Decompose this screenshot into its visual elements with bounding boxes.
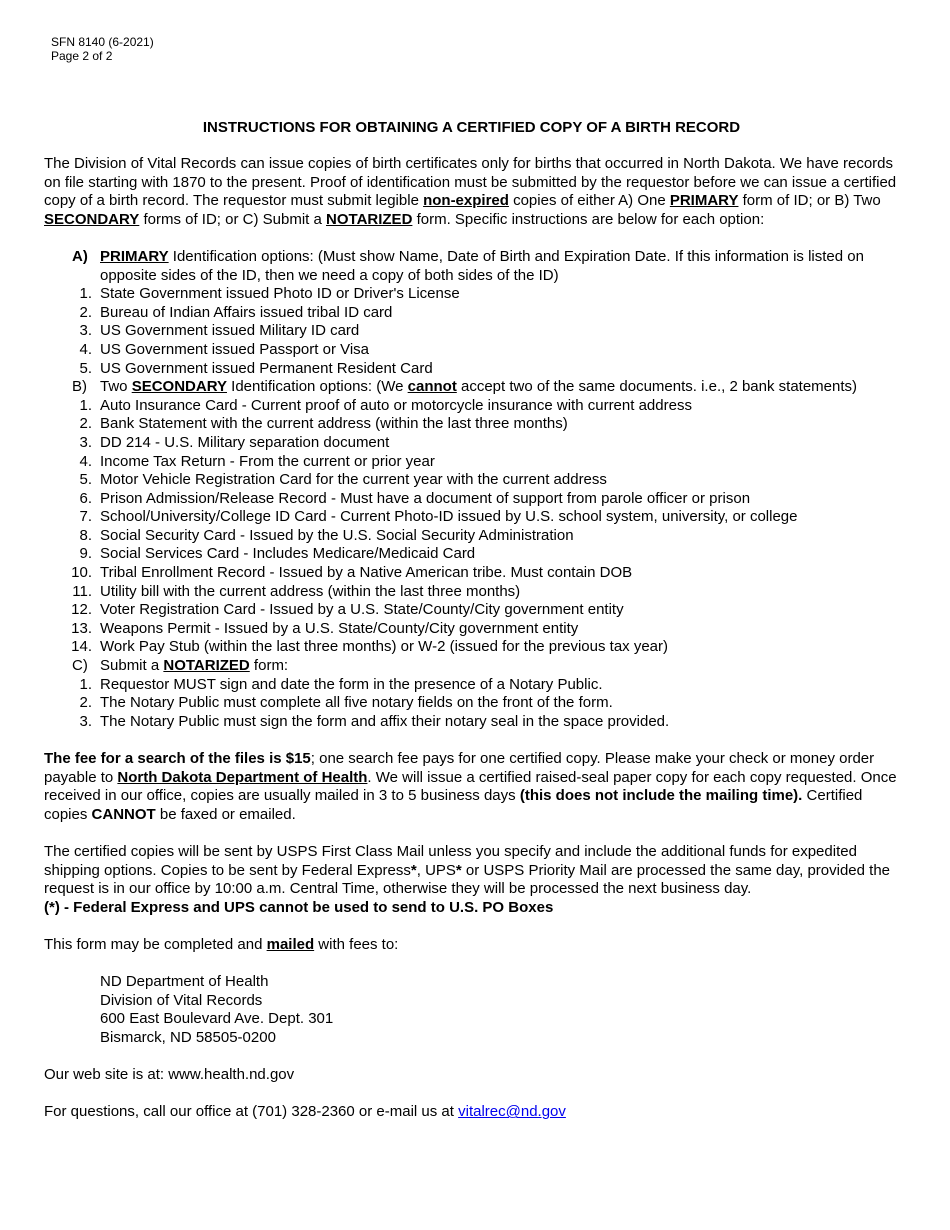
list-item: 3. The Notary Public must sign the form and affix their notary seal in the space provided. [79, 712, 670, 730]
list-item: 3. US Government issued Military ID card [79, 322, 360, 340]
list-item: 4. Income Tax Return - From the current or prior year [79, 452, 435, 470]
option-a-marker: A) [72, 247, 88, 265]
list-item: 2. Bank Statement with the current address (within the last three months) [79, 415, 568, 433]
non-expired-emphasis: non-expired [423, 192, 509, 210]
list-item: 11. Utility bill with the current address (within the last three months) [72, 582, 521, 600]
list-item: 1. Requestor MUST sign and date the form in the presence of a Notary Public. [79, 675, 603, 693]
list-item: 8. Social Security Card - Issued by the U.S. Social Security Administration [79, 526, 574, 544]
list-item: 7. School/University/College ID Card - Current Photo-ID issued by U.S. school system, university, or college [79, 508, 798, 526]
option-c-marker: C) [72, 657, 88, 675]
page-number: Page 2 of 2 [51, 49, 113, 63]
po-box-note: (*) - Federal Express and UPS cannot be used to send to U.S. PO Boxes [44, 898, 554, 916]
list-item: 13. Weapons Permit - Issued by a U.S. State/County/City government entity [71, 619, 579, 637]
document-body [44, 155, 904, 1122]
address-line: 600 East Boulevard Ave. Dept. 301 [100, 1010, 334, 1028]
list-item: 10. Tribal Enrollment Record - Issued by a Native American tribe. Must contain DOB [71, 564, 633, 582]
form-number: SFN 8140 (6-2021) [51, 35, 154, 49]
email-link[interactable]: vitalrec@nd.gov [458, 1103, 566, 1121]
id-options [44, 248, 904, 731]
list-item: 2. Bureau of Indian Affairs issued tribal ID card [79, 303, 393, 321]
option-b-marker: B) [72, 378, 87, 396]
list-item: 4. US Government issued Passport or Visa [79, 340, 370, 358]
list-item: 1. Auto Insurance Card - Current proof of auto or motorcycle insurance with current address [79, 396, 692, 414]
fee-paragraph: The fee for a search of the files is $15; one search fee pays for one certified copy. Please make your check or money order payable to North Dakota Department of Health. We will issue a certified raised-seal paper copy for each copy requested. Once received in our office, copies are usually mailed in 3 to 5 business days (this does not include the mailing time). Certified copies CANNOT be faxed or emailed. [44, 750, 897, 823]
payee-name: North Dakota Department of Health [117, 768, 368, 786]
list-item: 12. Voter Registration Card - Issued by a U.S. State/County/City government entity [71, 601, 624, 619]
document-title: INSTRUCTIONS FOR OBTAINING A CERTIFIED COPY OF A BIRTH RECORD [202, 119, 741, 136]
website-line: Our web site is at: www.health.nd.gov [44, 1066, 295, 1084]
list-item: 5. Motor Vehicle Registration Card for the current year with the current address [79, 471, 607, 489]
mailing-address [44, 973, 904, 1047]
secondary-id-list [44, 397, 904, 657]
list-item: 5. US Government issued Permanent Resident Card [79, 359, 433, 377]
list-item: 3. DD 214 - U.S. Military separation document [79, 433, 390, 451]
contact-line: For questions, call our office at (701) 328-2360 or e-mail us at vitalrec@nd.gov [44, 1103, 566, 1121]
list-item: 9. Social Services Card - Includes Medicare/Medicaid Card [79, 545, 476, 563]
address-line: Division of Vital Records [100, 991, 263, 1009]
form-identifier [51, 35, 154, 63]
address-line: ND Department of Health [100, 973, 269, 991]
intro-paragraph: The Division of Vital Records can issue copies of birth certificates only for births that occurred in North Dakota. We have records on file starting with 1870 to the present. Proof of identification must be submitted by the requestor before we can issue a certified copy of a birth record. The requestor must submit legible non-expired copies of either A) One PRIMARY form of ID; or B) Two SECONDARY forms of ID; or C) Submit a NOTARIZED form. Specific instructions are below for each option: [44, 155, 897, 228]
list-item: 1. State Government issued Photo ID or Driver's License [79, 285, 460, 303]
list-item: 2. The Notary Public must complete all five notary fields on the front of the form. [79, 694, 613, 712]
list-item: 6. Prison Admission/Release Record - Must have a document of support from parole officer or prison [79, 489, 751, 507]
option-c-notarized: C) Submit a NOTARIZED form: [72, 657, 289, 675]
option-b-secondary: B) Two SECONDARY Identification options: (We cannot accept two of the same documents. i.e., 2 bank statements) [72, 378, 858, 396]
option-a-primary: A) PRIMARY Identification options: (Must show Name, Date of Birth and Expiration Date. If this information is listed on opposite sides of the ID, then we need a copy of both sides of the ID) [72, 247, 864, 284]
address-line: Bismarck, ND 58505-0200 [100, 1028, 276, 1046]
list-item: 14. Work Pay Stub (within the last three months) or W-2 (issued for the previous tax year) [71, 638, 669, 656]
primary-id-list [44, 285, 904, 378]
shipping-paragraph: The certified copies will be sent by USPS First Class Mail unless you specify and include the additional funds for expedited shipping options. Copies to be sent by Federal Express*, UPS* or USPS Priority Mail are processed the same day, provided the request is in our office by 10:00 a.m. Central Time, otherwise they will be processed the next business day. (*) - Federal Express and UPS cannot be used to send to U.S. PO Boxes [44, 842, 891, 916]
mailing-instructions: This form may be completed and mailed with fees to: [44, 935, 399, 953]
notarized-steps-list [44, 676, 904, 732]
